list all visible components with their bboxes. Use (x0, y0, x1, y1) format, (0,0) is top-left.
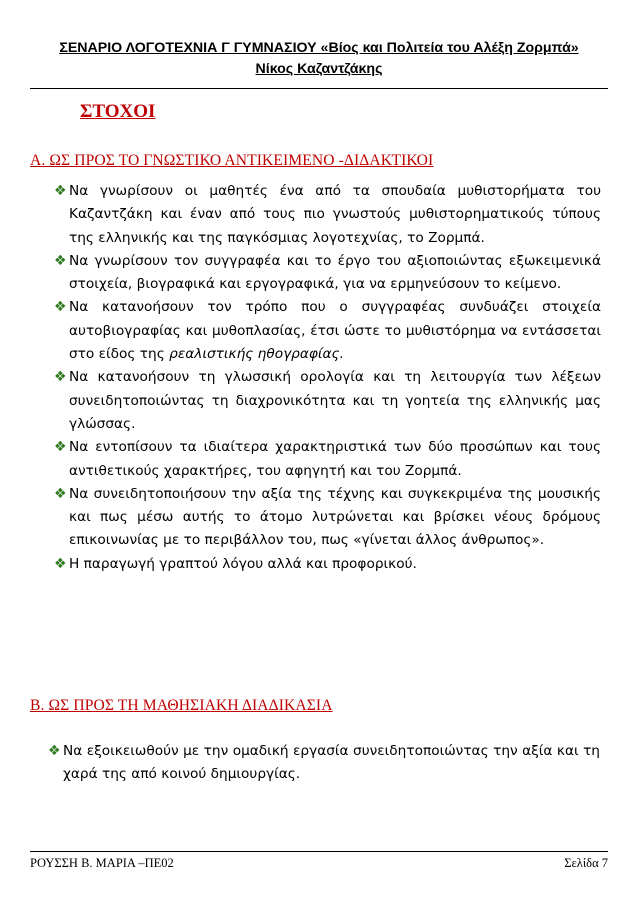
page-header (30, 38, 608, 89)
list-item: ❖ Να συνειδητοποιήσουν την αξία της τέχνης και συγκεκριμένα της μουσικής και πως μέσω αυτής το άτομο λυτρώνεται και βρίσκει νέους δρόμους επικοινωνίας με το περιβάλλον του, πως «γίνεται άλλος άνθρωπος». (56, 483, 601, 553)
section-b-title: Β. ΩΣ ΠΡΟΣ ΤΗ ΜΑΘΗΣΙΑΚΗ ΔΙΑΔΙΚΑΣΙΑ (30, 697, 333, 714)
goals-title: ΣΤΟΧΟΙ (80, 101, 156, 122)
diamond-bullet-icon: ❖ (54, 369, 67, 386)
section-a-list (56, 180, 601, 576)
diamond-bullet-icon: ❖ (54, 485, 67, 502)
italic-phrase: ρεαλιστικής ηθογραφίας. (169, 346, 344, 363)
list-item: ❖ Να κατανοήσουν τη γλωσσική ορολογία και τη λειτουργία των λέξεων συνειδητοποιώντας τη διαχρονικότητα και τη γοητεία της ελληνικής μας γλώσσας. (56, 366, 601, 436)
list-item: ❖ Να γνωρίσουν οι μαθητές ένα από τα σπουδαία μυθιστορήματα του Καζαντζάκη και έναν από τους πιο γνωστούς μυθιστορηματικούς τύπους της ελληνικής και της παγκόσμιας λογοτεχνίας, το Ζορμπά. (56, 180, 601, 250)
page-footer (30, 851, 608, 871)
list-item: ❖ Να εντοπίσουν τα ιδιαίτερα χαρακτηριστικά των δύο προσώπων και τους αντιθετικούς χαρακτήρες, του αφηγητή και του Ζορμπά. (56, 436, 601, 483)
page-number: Σελίδα 7 (564, 856, 608, 870)
footer-author: ΡΟΥΣΣΗ Β. ΜΑΡΙΑ –ΠΕ02 (30, 856, 174, 870)
section-b-list (50, 740, 600, 787)
list-item: ❖ Να γνωρίσουν τον συγγραφέα και το έργο του αξιοποιώντας εξωκειμενικά στοιχεία, βιογραφικά και εργογραφικά, για να ερμηνεύσουν το κείμενο. (56, 250, 601, 297)
list-item: ❖ Να κατανοήσουν τον τρόπο που ο συγγραφέας συνδυάζει στοιχεία αυτοβιογραφίας και μυθοπλασίας, έτσι ώστε το μυθιστόρημα να εντάσσεται στο είδος της ρεαλιστικής ηθογραφίας. (56, 296, 601, 366)
diamond-bullet-icon: ❖ (54, 439, 67, 456)
diamond-bullet-icon: ❖ (54, 299, 67, 316)
diamond-bullet-icon: ❖ (54, 252, 67, 269)
diamond-bullet-icon: ❖ (54, 555, 67, 572)
diamond-bullet-icon: ❖ (48, 743, 61, 759)
list-item: ❖ Η παραγωγή γραπτού λόγου αλλά και προφορικού. (56, 553, 601, 576)
section-a-title: Α. ΩΣ ΠΡΟΣ ΤΟ ΓΝΩΣΤΙΚΟ ΑΝΤΙΚΕΙΜΕΝΟ -ΔΙΔΑΚΤΙΚΟΙ (30, 152, 434, 169)
list-item: ❖ Να εξοικειωθούν με την ομαδική εργασία συνειδητοποιώντας την αξία και τη χαρά της από κοινού δημιουργίας. (50, 740, 600, 787)
diamond-bullet-icon: ❖ (54, 183, 67, 199)
header-title-line2: Νίκος Καζαντζάκης (255, 61, 383, 77)
header-title-line1: ΣΕΝΑΡΙΟ ΛΟΓΟΤΕΧΝΙΑ Γ ΓΥΜΝΑΣΙΟΥ «Βίος και Πολιτεία του Αλέξη Ζορμπά» (59, 40, 579, 56)
